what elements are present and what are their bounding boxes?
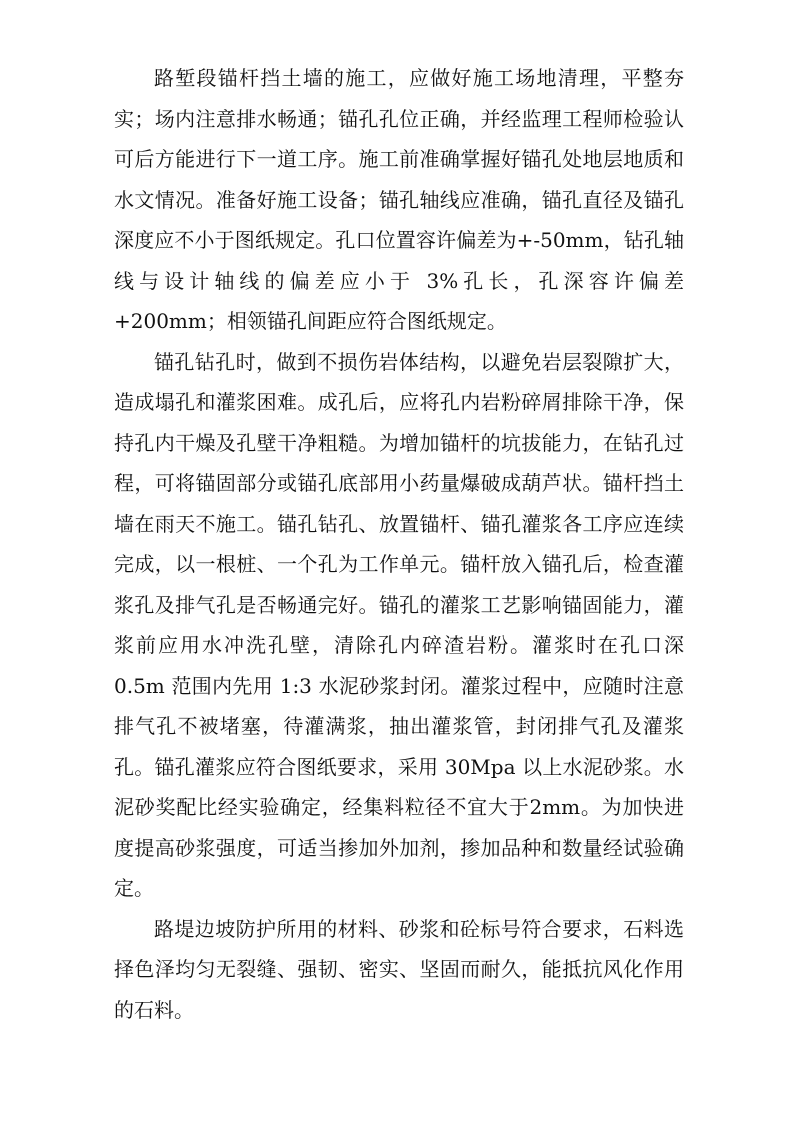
paragraph-anchor-construction: 路堑段锚杆挡土墙的施工，应做好施工场地清理，平整夯实；场内注意排水畅通；锚孔孔位正确，并经监理工程师检验认可后方能进行下一道工序。施工前准确掌握好锚孔处地层地质和水文情况。准备好施工设备；锚孔轴线应准确，锚孔直径及锚孔深度应不小于图纸规定。孔口位置容许偏差为+-50mm，钻孔轴线与设计轴线的偏差应小于 3%孔长，孔深容许偏差+200mm；相领锚孔间距应符合图纸规定。 — [114, 66, 684, 333]
paragraph-slope-protection-materials: 路堤边坡防护所用的材料、砂浆和砼标号符合要求，石料选择色泽均匀无裂缝、强韧、密实、坚固而耐久，能抵抗风化作用的石料。 — [114, 916, 684, 1022]
paragraph-anchor-drilling-grouting: 锚孔钻孔时，做到不损伤岩体结构，以避免岩层裂隙扩大，造成塌孔和灌浆困难。成孔后，应将孔内岩粉碎屑排除干净，保持孔内干燥及孔壁干净粗糙。为增加锚杆的坑拔能力，在钻孔过程，可将锚固部分或锚孔底部用小药量爆破成葫芦状。锚杆挡土墙在雨天不施工。锚孔钻孔、放置锚杆、锚孔灌浆各工序应连续完成，以一根桩、一个孔为工作单元。锚杆放入锚孔后，检查灌浆孔及排气孔是否畅通完好。锚孔的灌浆工艺影响锚固能力，灌浆前应用水冲洗孔壁，清除孔内碎渣岩粉。灌浆时在孔口深 0.5m 范围内先用 1:3 水泥砂浆封闭。灌浆过程中，应随时注意排气孔不被堵塞，待灌满浆，抽出灌浆管，封闭排气孔及灌浆孔。锚孔灌浆应符合图纸要求，采用 30Mpa 以上水泥砂浆。水泥砂奖配比经实验确定，经集料粒径不宜大于2mm。为加快进度提高砂浆强度，可适当掺加外加剂，掺加品种和数量经试验确定。 — [114, 349, 684, 900]
document-body — [114, 58, 684, 1030]
